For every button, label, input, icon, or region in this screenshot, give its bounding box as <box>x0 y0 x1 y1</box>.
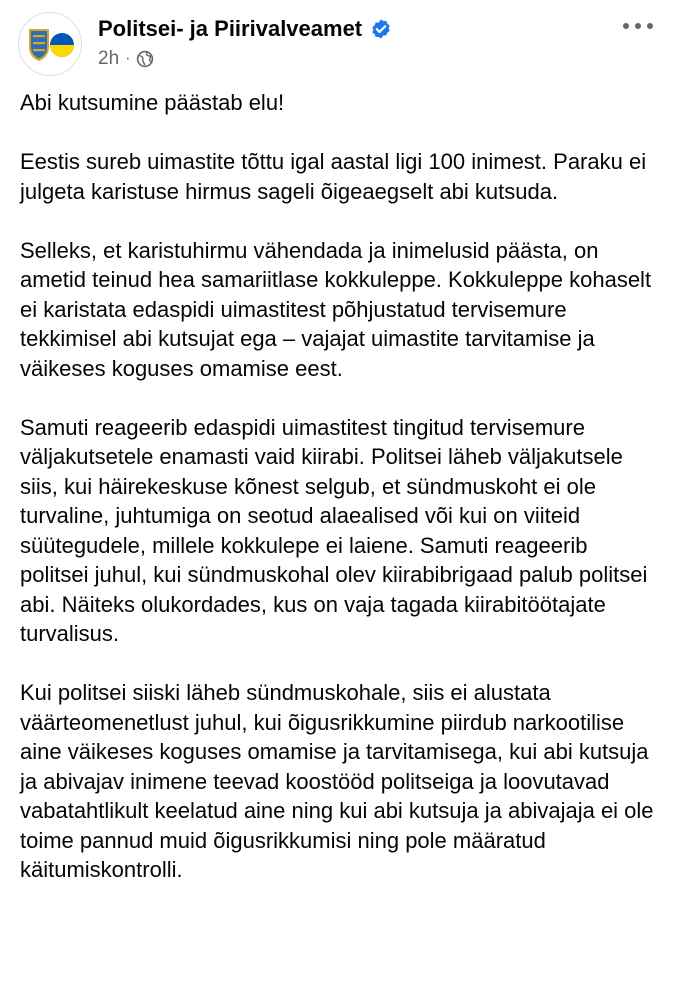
meta-separator: · <box>125 50 131 67</box>
page-avatar[interactable] <box>18 12 82 76</box>
post-paragraph: Selleks, et karistuhirmu vähendada ja inimelusid päästa, on ametid teinud hea samariitlase kokkuleppe. Kokkuleppe kohaselt ei karistata edaspidi uimastitest põhjustatud tervisemure tekkimisel abi kutsujat ega – vajajat uimastite tarvitamise ja väikeses koguses omamise eest. <box>20 237 652 381</box>
more-dot <box>623 23 629 29</box>
globe-icon[interactable] <box>136 50 154 68</box>
page-name[interactable]: Politsei- ja Piirivalveamet <box>98 16 363 41</box>
post-paragraph: Kui politsei siiski läheb sündmuskohale, siis ei alustata väärteomenetlust juhul, kui õigusrikkumine piirdub narkootilise aine väikeses koguses omamise ja tarvitamisega, kui abi kutsuja ja abivajav inimene teevad koostööd politseiga ja loovutavad vabatahtlikult keelatud aine ning kui abi kutsuja ja abivajaja ei ole toime pannud muid õigusrikkumisi ning pole määratud käitumiskontrolli. <box>20 680 654 882</box>
more-dot <box>647 23 653 29</box>
author-row <box>98 14 392 44</box>
post-meta <box>98 46 154 72</box>
post-paragraph: Abi kutsumine päästab elu! <box>20 90 285 115</box>
coat-of-arms-icon <box>19 13 82 76</box>
more-dot <box>635 23 641 29</box>
post-time[interactable]: 2h <box>98 48 120 69</box>
post-paragraph: Eestis sureb uimastite tõttu igal aastal ligi 100 inimest. Paraku ei julgeta karistuse hirmus sageli õigeaegselt abi kutsuda. <box>20 149 647 204</box>
post-text <box>20 88 660 885</box>
verified-badge-icon <box>370 18 392 40</box>
post-paragraph: Samuti reageerib edaspidi uimastitest tingitud tervisemure väljakutsetele enamasti vaid kiirabi. Politsei läheb väljakutsele siis, kui häirekeskuse kõnest selgub, et sündmuskoht ei ole turvaline, juhtumiga on seotud alaealised või kui on viiteid süütegudele, millele kokkulepe ei laiene. Samuti reageerib politsei juhul, kui sündmuskohal olev kiirabibrigaad palub politsei abi. Näiteks olukordades, kus on vaja tagada kiirabitöötajate turvalisus. <box>20 414 648 646</box>
post-header <box>0 0 673 80</box>
more-options-icon[interactable] <box>623 16 653 36</box>
